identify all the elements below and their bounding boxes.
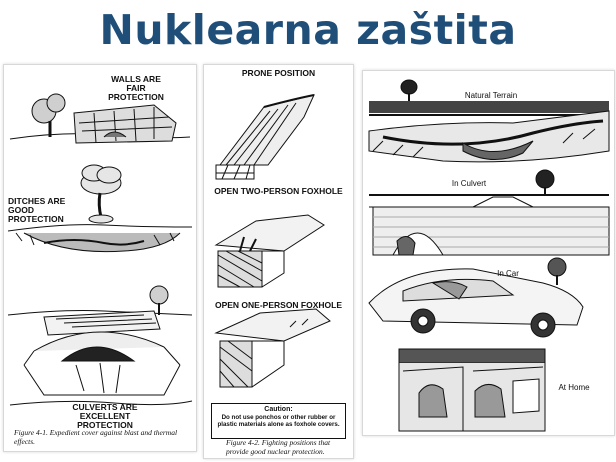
home-shelter-scene	[399, 349, 545, 431]
one-person-foxhole-scene	[216, 309, 330, 387]
label-natural-terrain: Natural Terrain	[464, 91, 518, 100]
figure-fighting-positions	[203, 64, 354, 459]
slide-title: Nuklearna zaštita	[99, 6, 517, 54]
expedient-cover-illustration	[4, 65, 196, 451]
label-in-culvert: In Culvert	[451, 179, 487, 188]
figure1-caption: Figure 4-1. Expedient cover against blast and thermal effects.	[14, 428, 178, 446]
label-culverts: CULVERTS ARE EXCELLENT PROTECTION	[72, 402, 138, 430]
label-ditches: DITCHES ARE GOOD PROTECTION	[8, 196, 66, 224]
figure-expedient-cover	[3, 64, 197, 452]
figure-shelter-options	[362, 70, 615, 436]
culvert-scene	[8, 286, 192, 405]
label-walls: WALLS ARE FAIR PROTECTION	[108, 74, 164, 102]
two-person-foxhole-scene	[216, 215, 324, 287]
prone-position-scene	[216, 95, 314, 179]
car-shelter-scene	[369, 258, 583, 337]
label-in-car: In Car	[497, 269, 519, 278]
label-two-person: OPEN TWO-PERSON FOXHOLE	[214, 186, 343, 196]
caution-box	[211, 403, 346, 439]
label-at-home: At Home	[558, 383, 590, 392]
label-prone: PRONE POSITION	[241, 68, 316, 78]
label-one-person: OPEN ONE-PERSON FOXHOLE	[214, 300, 343, 310]
caution-text: Do not use ponchos or other rubber or plastic materials alone as foxhole covers.	[217, 413, 340, 428]
fighting-positions-illustration	[204, 65, 353, 458]
figure2-caption: Figure 4-2. Fighting positions that provide good nuclear protection.	[226, 438, 331, 456]
caution-title: Caution:	[264, 406, 293, 413]
shelter-options-illustration	[363, 71, 614, 435]
